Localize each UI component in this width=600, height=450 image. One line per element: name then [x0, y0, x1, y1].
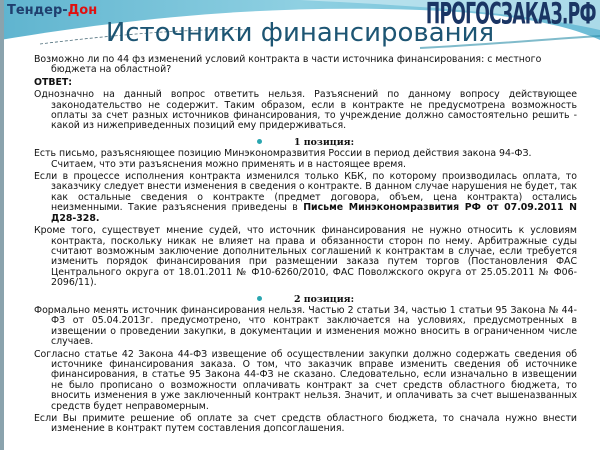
position-2-heading [34, 295, 577, 305]
brand-part1: Тендер- [7, 3, 68, 18]
position-1-paragraph: Есть письмо, разъясняющее позицию Минэкономразвития России в период действия закона 94-ФЗ. Считаем, что эти разъяснения можно применять и в настоящее время. [34, 148, 532, 170]
question-text: Возможно ли по 44 фз изменений условий контракта в части источника финансирования: с местного бюджета на областной? [34, 54, 542, 76]
paragraph-text: Если в процессе исполнения контракта изменился только КБК, по которому производилась оплата, то заказчику следует внести изменения в сведения о контракте. В данном случае нарушения не будет, так как остальные сведения о контракте (предмет договора, объем, цена контракта) остались неизменными. Такие разъяснения приведены в [34, 171, 577, 214]
position-2-paragraph: Формально менять источник финансирования нельзя. Частью 2 статьи 34, частью 1 статьи 95 Закона № 44-ФЗ от 05.04.2013г. предусмотрено, что контракт заключается на условиях, предусмотренных в извещении о проведении закупки, в документации и изменения можно вносить в ограниченном числе случаев. [34, 304, 577, 348]
content-body [34, 55, 577, 437]
brand-logo [7, 3, 97, 18]
answer-text: Однозначно на данный вопрос ответить нельзя. Разъяснений по данному вопросу действующее законодательство не содержит. Таким образом, если в контракте не предусмотрена возможность оплаты за счет разных источников финансирования, то учреждение должно самостоятельно решить - какой из нижеприведенных позиций ему придерживаться. [34, 89, 577, 132]
left-border [0, 0, 4, 450]
letter-reference: Письме Минэкономразвития РФ от 07.09.2011 N Д28-328. [51, 202, 577, 224]
page-title: Источники финансирования [105, 18, 495, 48]
brand-part2: Дон [67, 3, 98, 18]
position-2-paragraph: Согласно статье 42 Закона 44-ФЗ извещение об осуществлении закупки должно содержать сведения об источнике финансирования заказа. О том, что заказчик вправе изменить сведения об источнике финансирования, в статье 95 Закона 44-ФЗ не сказано. Следовательно, если изначально в извещении не было прописано о возможности оплачивать контракт за счет средств областного бюджета, то вносить изменения в уже заключенный контракт нельзя. Значит, и оплачивать за счет вышеназванных средств будет неправомерным. [34, 348, 577, 412]
site-logo: ПРОГОСЗАКАЗ.РФ [426, 0, 596, 32]
position-1-paragraph: Кроме того, существует мнение судей, что источник финансирования не нужно относить к условиям контракта, поскольку никак не влияет на права и обязанности сторон по нему. Арбитражные суды считают возможным заключение дополнительных соглашений к контрактам в случае, если требуется изменить порядок финансирования при размещении заказа путем торгов (Постановления ФАС Центрального округа от 18.01.2011 № Ф10-6260/2010, ФАС Поволжского округа от 25.05.2011 № Ф06-2096/11). [34, 225, 577, 289]
bullet-icon [257, 139, 262, 144]
position-2-heading-text: 2 позиция: [293, 293, 355, 305]
position-1-heading-text: 1 позиция: [293, 136, 355, 148]
bullet-icon [257, 296, 262, 301]
position-1-heading [34, 138, 577, 148]
position-1-paragraph [34, 172, 577, 224]
answer-label: ОТВЕТ: [34, 76, 73, 88]
position-2-paragraph: Если Вы примите решение об оплате за счет средств областного бюджета, то сначала нужно внести изменение в контракт путем составления допсоглашения. [34, 413, 577, 435]
